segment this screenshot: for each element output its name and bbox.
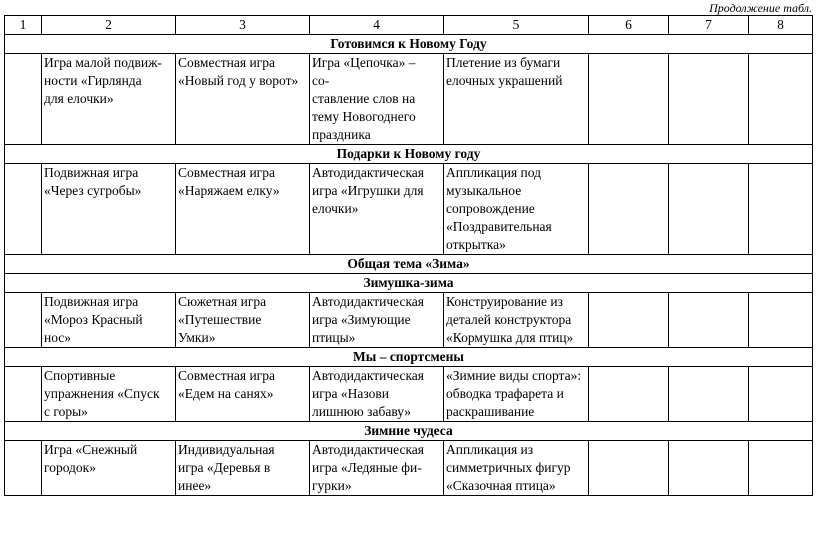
table-cell: [669, 293, 749, 348]
table-cell: [669, 164, 749, 255]
column-number: 7: [669, 16, 749, 35]
table-cell: Подвижная игра «Мороз Красный нос»: [42, 293, 176, 348]
table-cell: «Зимние виды спорта»: обводка трафарета и раскрашивание: [444, 367, 589, 422]
section-title: Зимние чудеса: [5, 422, 813, 441]
table-cell: [749, 293, 813, 348]
table-cell: [5, 293, 42, 348]
table-cell: Аппликация из симметричных фигур «Сказочная птица»: [444, 441, 589, 496]
table-cell: Аппликация под музыкальное сопровождение «Поздравительная открытка»: [444, 164, 589, 255]
table-cell: Конструирование из деталей конструктора «Кормушка для птиц»: [444, 293, 589, 348]
table-cell: [749, 54, 813, 145]
table-cell: [5, 54, 42, 145]
section-header-row: [5, 35, 813, 54]
section-title: Зимушка-зима: [5, 274, 813, 293]
column-number-row: [5, 16, 813, 35]
table-cell: Автодидактическая игра «Зимующие птицы»: [310, 293, 444, 348]
table-cell: Индивидуальная игра «Деревья в инее»: [176, 441, 310, 496]
section-header-row: [5, 255, 813, 274]
column-number: 5: [444, 16, 589, 35]
table-row: [5, 54, 813, 145]
table-cell: [589, 293, 669, 348]
table-cell: Спортивные упражнения «Спуск с горы»: [42, 367, 176, 422]
column-number: 4: [310, 16, 444, 35]
table-row: [5, 293, 813, 348]
table-cell: Подвижная игра «Через сугробы»: [42, 164, 176, 255]
column-number: 6: [589, 16, 669, 35]
table-continuation-caption: Продолжение табл.: [709, 1, 812, 15]
section-header-row: [5, 422, 813, 441]
column-number: 3: [176, 16, 310, 35]
column-number: 8: [749, 16, 813, 35]
section-title: Подарки к Новому году: [5, 145, 813, 164]
table-row: [5, 441, 813, 496]
table-cell: [749, 164, 813, 255]
section-title: Готовимся к Новому Году: [5, 35, 813, 54]
table-cell: [5, 367, 42, 422]
table-cell: Игра «Цепочка» – со- ставление слов на тему Новогоднего праздника: [310, 54, 444, 145]
section-title: Мы – спортсмены: [5, 348, 813, 367]
table-cell: [749, 441, 813, 496]
section-title: Общая тема «Зима»: [5, 255, 813, 274]
table-cell: [749, 367, 813, 422]
table-row: [5, 164, 813, 255]
table-cell: [5, 164, 42, 255]
table-cell: Сюжетная игра «Путешествие Умки»: [176, 293, 310, 348]
table-cell: [5, 441, 42, 496]
table-cell: [669, 441, 749, 496]
column-number: 1: [5, 16, 42, 35]
column-number: 2: [42, 16, 176, 35]
table-cell: Игра «Снежный городок»: [42, 441, 176, 496]
table-cell: [589, 441, 669, 496]
table-cell: [589, 164, 669, 255]
table-cell: [589, 367, 669, 422]
table-cell: [589, 54, 669, 145]
table-cell: Совместная игра «Едем на санях»: [176, 367, 310, 422]
table-cell: Плетение из бумаги елочных украшений: [444, 54, 589, 145]
section-header-row: [5, 274, 813, 293]
table-cell: Автодидактическая игра «Игрушки для елочки»: [310, 164, 444, 255]
table-cell: Игра малой подвиж- ности «Гирлянда для елочки»: [42, 54, 176, 145]
table-row: [5, 367, 813, 422]
table-cell: Совместная игра «Новый год у ворот»: [176, 54, 310, 145]
table-cell: Совместная игра «Наряжаем елку»: [176, 164, 310, 255]
activity-table: [4, 15, 813, 496]
table-cell: Автодидактическая игра «Ледяные фи- гурки»: [310, 441, 444, 496]
table-cell: [669, 54, 749, 145]
table-cell: [669, 367, 749, 422]
section-header-row: [5, 145, 813, 164]
section-header-row: [5, 348, 813, 367]
table-cell: Автодидактическая игра «Назови лишнюю забаву»: [310, 367, 444, 422]
